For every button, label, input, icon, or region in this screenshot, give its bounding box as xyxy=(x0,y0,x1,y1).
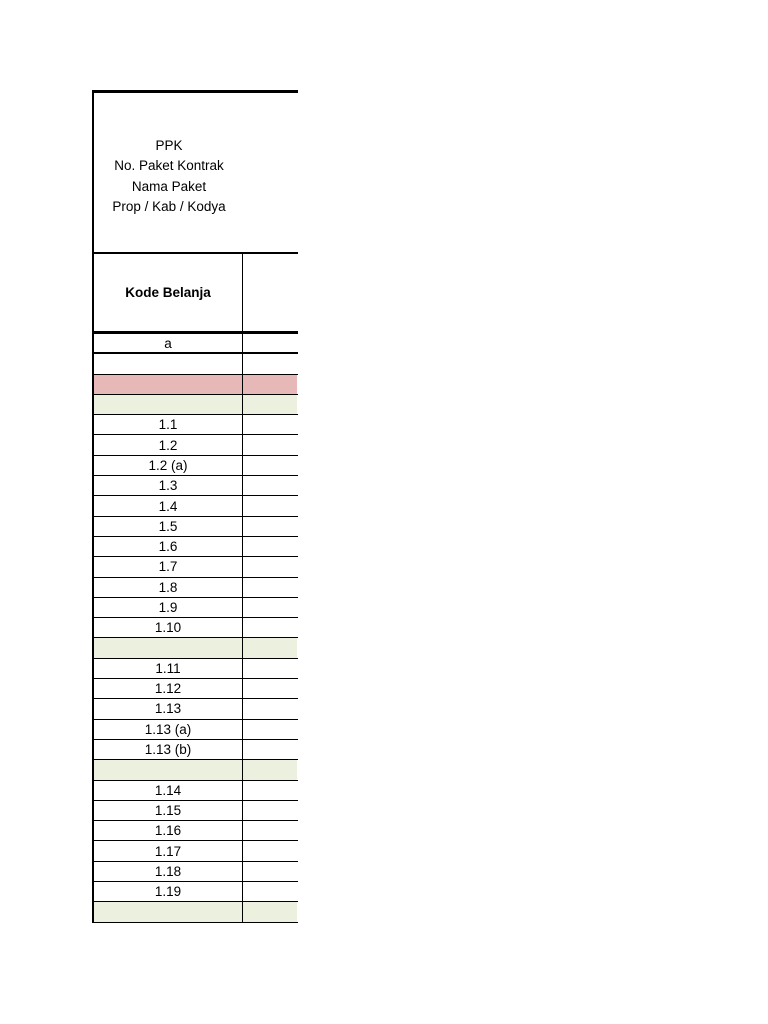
table-row xyxy=(94,618,298,638)
value-cell[interactable] xyxy=(243,821,297,840)
kode-belanja-cell[interactable]: 1.14 xyxy=(94,781,243,800)
kode-belanja-cell[interactable]: 1.9 xyxy=(94,598,243,617)
table-row xyxy=(94,902,298,922)
kode-belanja-cell[interactable]: 1.17 xyxy=(94,841,243,860)
table-row xyxy=(94,699,298,719)
kode-belanja-cell[interactable]: 1.16 xyxy=(94,821,243,840)
kode-belanja-cell[interactable]: 1.2 (a) xyxy=(94,456,243,475)
table-row xyxy=(94,375,298,395)
table-row xyxy=(94,679,298,699)
value-cell[interactable] xyxy=(243,882,297,901)
value-cell[interactable] xyxy=(243,476,297,495)
value-cell[interactable] xyxy=(243,801,297,820)
column-header-kode-belanja[interactable] xyxy=(94,254,243,331)
table-row xyxy=(94,720,298,740)
value-cell[interactable] xyxy=(243,557,297,576)
index-cell-a[interactable]: a xyxy=(94,334,243,352)
value-cell[interactable] xyxy=(243,496,297,515)
value-cell[interactable] xyxy=(243,435,297,454)
table-row xyxy=(94,435,298,455)
value-cell[interactable] xyxy=(243,862,297,881)
table-row xyxy=(94,557,298,577)
kode-belanja-cell[interactable]: 1.1 xyxy=(94,415,243,434)
table-row xyxy=(94,476,298,496)
value-cell[interactable] xyxy=(243,740,297,759)
table-row xyxy=(94,882,298,902)
column-header-row xyxy=(94,254,298,334)
table-body xyxy=(94,354,298,922)
table-row xyxy=(94,517,298,537)
table-row xyxy=(94,638,298,658)
region-label: Prop / Kab / Kodya xyxy=(112,199,226,214)
paket-name-label: Nama Paket xyxy=(131,178,207,194)
kode-belanja-cell[interactable]: 1.13 (a) xyxy=(94,720,243,739)
kode-belanja-cell[interactable] xyxy=(94,354,243,373)
value-cell[interactable] xyxy=(243,720,297,739)
table-row xyxy=(94,354,298,374)
table-row xyxy=(94,659,298,679)
value-cell[interactable] xyxy=(243,415,297,434)
value-cell[interactable] xyxy=(243,395,297,414)
project-info-block xyxy=(94,93,244,254)
kode-belanja-cell[interactable]: 1.15 xyxy=(94,801,243,820)
kode-belanja-cell[interactable]: 1.12 xyxy=(94,679,243,698)
kode-belanja-cell[interactable]: 1.2 xyxy=(94,435,243,454)
table-row xyxy=(94,740,298,760)
table-row xyxy=(94,760,298,780)
table-row xyxy=(94,496,298,516)
spreadsheet-table xyxy=(92,90,298,923)
kode-belanja-label: Kode Belanja xyxy=(125,285,211,300)
kode-belanja-cell[interactable] xyxy=(94,375,243,394)
table-row xyxy=(94,801,298,821)
kode-belanja-cell[interactable]: 1.3 xyxy=(94,476,243,495)
kode-belanja-cell[interactable]: 1.7 xyxy=(94,557,243,576)
index-row xyxy=(94,334,298,354)
value-cell[interactable] xyxy=(243,841,297,860)
kode-belanja-cell[interactable]: 1.5 xyxy=(94,517,243,536)
column-header-b[interactable] xyxy=(243,254,297,331)
ppk-label: PPK xyxy=(155,137,183,153)
value-cell[interactable] xyxy=(243,537,297,556)
kode-belanja-cell[interactable] xyxy=(94,902,243,921)
kode-belanja-cell[interactable] xyxy=(94,395,243,414)
kode-belanja-cell[interactable] xyxy=(94,638,243,657)
table-row xyxy=(94,781,298,801)
kode-belanja-cell[interactable]: 1.11 xyxy=(94,659,243,678)
kode-belanja-cell[interactable]: 1.10 xyxy=(94,618,243,637)
table-row xyxy=(94,415,298,435)
value-cell[interactable] xyxy=(243,659,297,678)
table-row xyxy=(94,598,298,618)
value-cell[interactable] xyxy=(243,598,297,617)
table-row xyxy=(94,456,298,476)
kode-belanja-cell[interactable]: 1.13 (b) xyxy=(94,740,243,759)
value-cell[interactable] xyxy=(243,902,297,921)
table-row xyxy=(94,395,298,415)
table-row xyxy=(94,821,298,841)
table-row xyxy=(94,841,298,861)
kode-belanja-cell[interactable]: 1.4 xyxy=(94,496,243,515)
table-row xyxy=(94,862,298,882)
paket-number-label: No. Paket Kontrak xyxy=(114,158,224,173)
value-cell[interactable] xyxy=(243,517,297,536)
kode-belanja-cell[interactable]: 1.19 xyxy=(94,882,243,901)
kode-belanja-cell[interactable]: 1.13 xyxy=(94,699,243,718)
value-cell[interactable] xyxy=(243,456,297,475)
value-cell[interactable] xyxy=(243,699,297,718)
table-row xyxy=(94,537,298,557)
value-cell[interactable] xyxy=(243,679,297,698)
value-cell[interactable] xyxy=(243,781,297,800)
value-cell[interactable] xyxy=(243,354,297,373)
info-value-cell[interactable] xyxy=(244,93,298,254)
value-cell[interactable] xyxy=(243,618,297,637)
kode-belanja-cell[interactable]: 1.8 xyxy=(94,578,243,597)
value-cell[interactable] xyxy=(243,375,297,394)
value-cell[interactable] xyxy=(243,578,297,597)
kode-belanja-cell[interactable]: 1.18 xyxy=(94,862,243,881)
table-row xyxy=(94,578,298,598)
kode-belanja-cell[interactable] xyxy=(94,760,243,779)
kode-belanja-cell[interactable]: 1.6 xyxy=(94,537,243,556)
value-cell[interactable] xyxy=(243,760,297,779)
index-cell-b[interactable] xyxy=(243,334,297,352)
value-cell[interactable] xyxy=(243,638,297,657)
